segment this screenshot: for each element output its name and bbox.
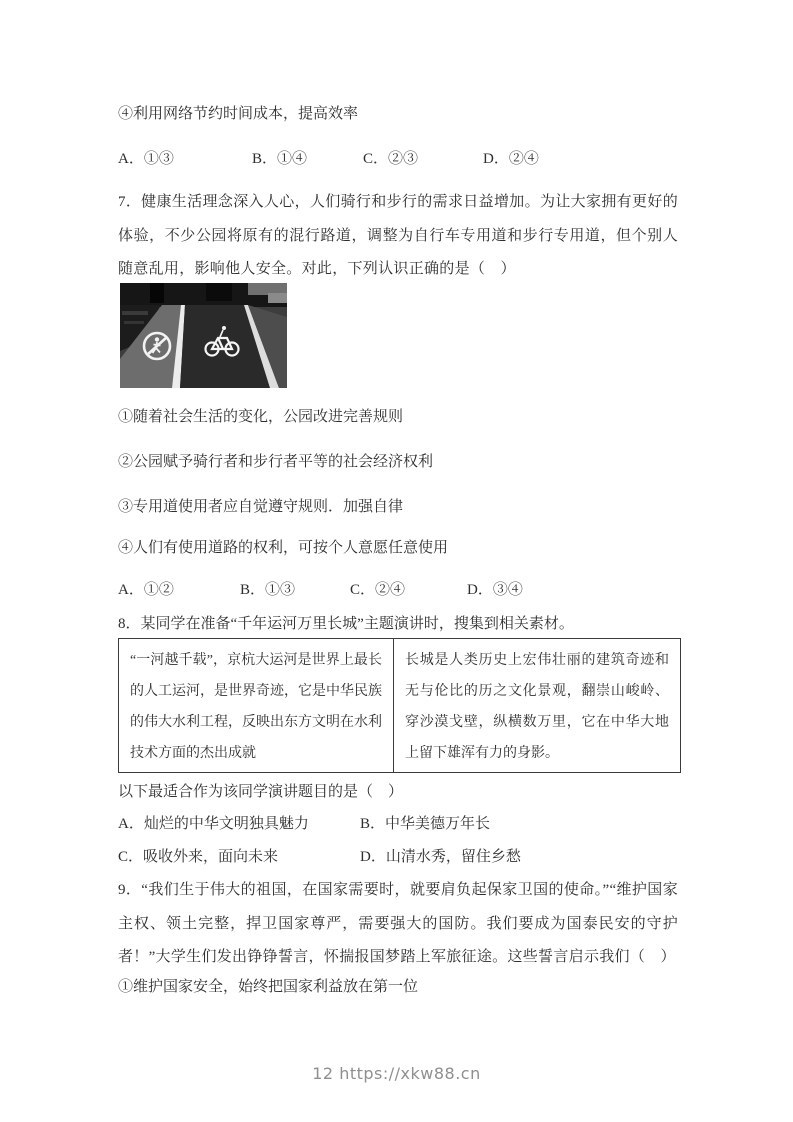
q8-option-d: D．山清水秀，留住乡愁 (360, 849, 521, 865)
q7-item-3: ③专用道使用者应自觉遵守规则．加强自律 (118, 499, 404, 515)
q8-material-table (118, 638, 681, 773)
q8-option-a: A．灿烂的中华文明独具魅力 (118, 816, 309, 832)
q7-item-2: ②公园赋予骑行者和步行者平等的社会经济权利 (118, 454, 434, 470)
question-9-stem: 9．“我们生于伟大的祖国，在国家需要时，就要肩负起保家卫国的使命。”“维护国家主权、领土完整，捍卫国家尊严，需要强大的国防。我们要成为国泰民安的守护者！”大学生们发出铮铮誓言，怀揣报国梦踏上军旅征途。这些誓言启示我们（ ） (118, 882, 678, 965)
q9-item-1: ①维护国家安全，始终把国家利益放在第一位 (118, 979, 419, 995)
q7-option-b: B．①③ (240, 582, 296, 598)
q8-options-row-2 (118, 845, 718, 867)
q8-question-line: 以下最适合作为该同学演讲题目的是（ ） (118, 784, 404, 800)
prev-question-item-4: ④利用网络节约时间成本，提高效率 (118, 106, 359, 122)
question-7-stem: 7．健康生活理念深入人心，人们骑行和步行的需求日益增加。为让大家拥有更好的体验，不少公园将原有的混行路道，调整为自行车专用道和步行专用道，但个别人随意乱用，影响他人安全。对此，下列认识正确的是（ ） (118, 194, 678, 277)
q7-option-a: A．①② (118, 582, 174, 598)
page-footer (0, 1064, 793, 1083)
lanes-photo-graphic (120, 283, 287, 388)
q8-table-cell-greatwall: 长城是人类历史上宏伟壮丽的建筑奇迹和无与伦比的历之文化景观，翻崇山峻岭、穿沙漠戈壁，纵横数万里，它在中华大地上留下雄浑有力的身影。 (405, 653, 669, 761)
question-7-photo (120, 283, 287, 388)
q7-item-1: ①随着社会生活的变化，公园改进完善规则 (118, 409, 404, 425)
page-number: 12 (312, 1064, 334, 1083)
q8-options-row-1 (118, 812, 718, 834)
prev-question-options (118, 147, 718, 169)
q7-item-4: ④人们有使用道路的权利，可按个人意愿任意使用 (118, 540, 449, 556)
q8-table-cell-canal: “一河越千载”，京杭大运河是世界上最长的人工运河，是世界奇迹，它是中华民族的伟大水利工程，反映出东方文明在水利技术方面的杰出成就 (119, 639, 394, 772)
prev-option-a: A．①③ (118, 151, 174, 167)
prev-option-c: C．②③ (363, 151, 419, 167)
footer-url-link[interactable]: https://xkw88.cn (339, 1064, 481, 1083)
q7-option-c: C．②④ (350, 582, 406, 598)
q7-option-d: D．③④ (467, 582, 523, 598)
q8-option-c: C．吸收外来，面向未来 (118, 849, 279, 865)
q8-option-b: B．中华美德万年长 (360, 816, 491, 832)
prev-option-b: B．①④ (252, 151, 308, 167)
prev-option-d: D．②④ (483, 151, 539, 167)
question-8-stem: 8．某同学在准备“千年运河万里长城”主题演讲时，搜集到相关素材。 (118, 616, 574, 632)
q7-options (118, 578, 718, 600)
